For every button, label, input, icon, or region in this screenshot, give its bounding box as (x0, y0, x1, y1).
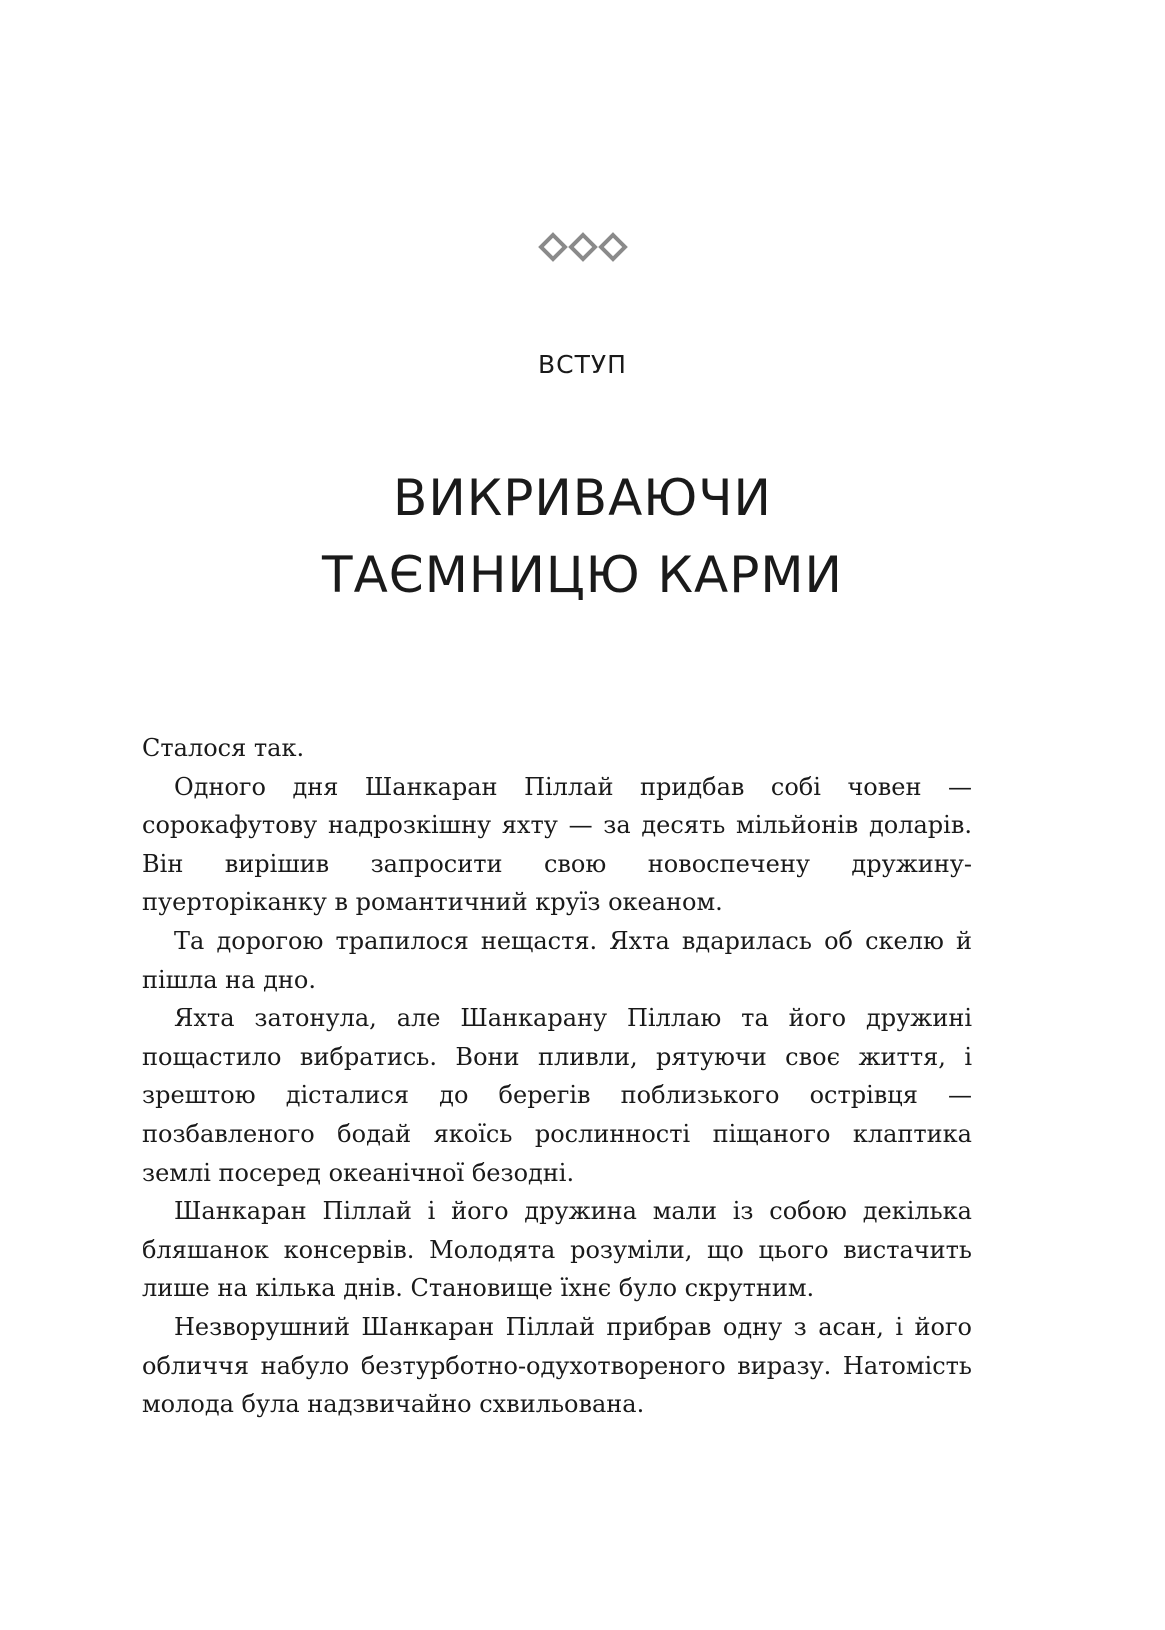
chapter-title-line-2: ТАЄМНИЦЮ КАРМИ (322, 546, 843, 604)
paragraph-3: Та дорогою трапилося нещастя. Яхта вдарилась об скелю й пішла на дно. (142, 926, 972, 994)
chapter-title (0, 460, 1165, 614)
three-diamonds-icon (538, 232, 628, 262)
chapter-title-line-1: ВИКРИВАЮЧИ (393, 469, 772, 527)
paragraph-5: Шанкаран Піллай і його дружина мали із собою декілька бляшанок консервів. Молодята розуміли, що цього вистачить лише на кілька днів. Становище їхнє було скрутним. (142, 1197, 972, 1303)
chapter-label: ВСТУП (538, 350, 627, 379)
paragraph-1: Сталося так. (142, 734, 305, 762)
paragraph-2: Одного дня Шанкаран Піллай придбав собі човен — сорокафутову надрозкішну яхту — за десять мільйонів доларів. Він вирішив запросити свою новоспечену дружину-пуерторіканку в романтичний круїз океаном. (142, 772, 972, 917)
body-text (142, 729, 972, 1424)
paragraph-4: Яхта затонула, але Шанкарану Піллаю та його дружині пощастило вибратись. Вони пливли, рятуючи своє життя, і зрештою дісталися до берегів поблизького острівця — позбавленого бодай якоїсь рослинності піщаного клаптика землі посеред океанічної безодні. (142, 1004, 972, 1187)
chapter-ornament (0, 232, 1165, 272)
paragraph-6: Незворушний Шанкаран Піллай прибрав одну з асан, і його обличчя набуло безтурботно-одухотвореного виразу. Натомість молода була надзвичайно схвильована. (142, 1312, 972, 1419)
